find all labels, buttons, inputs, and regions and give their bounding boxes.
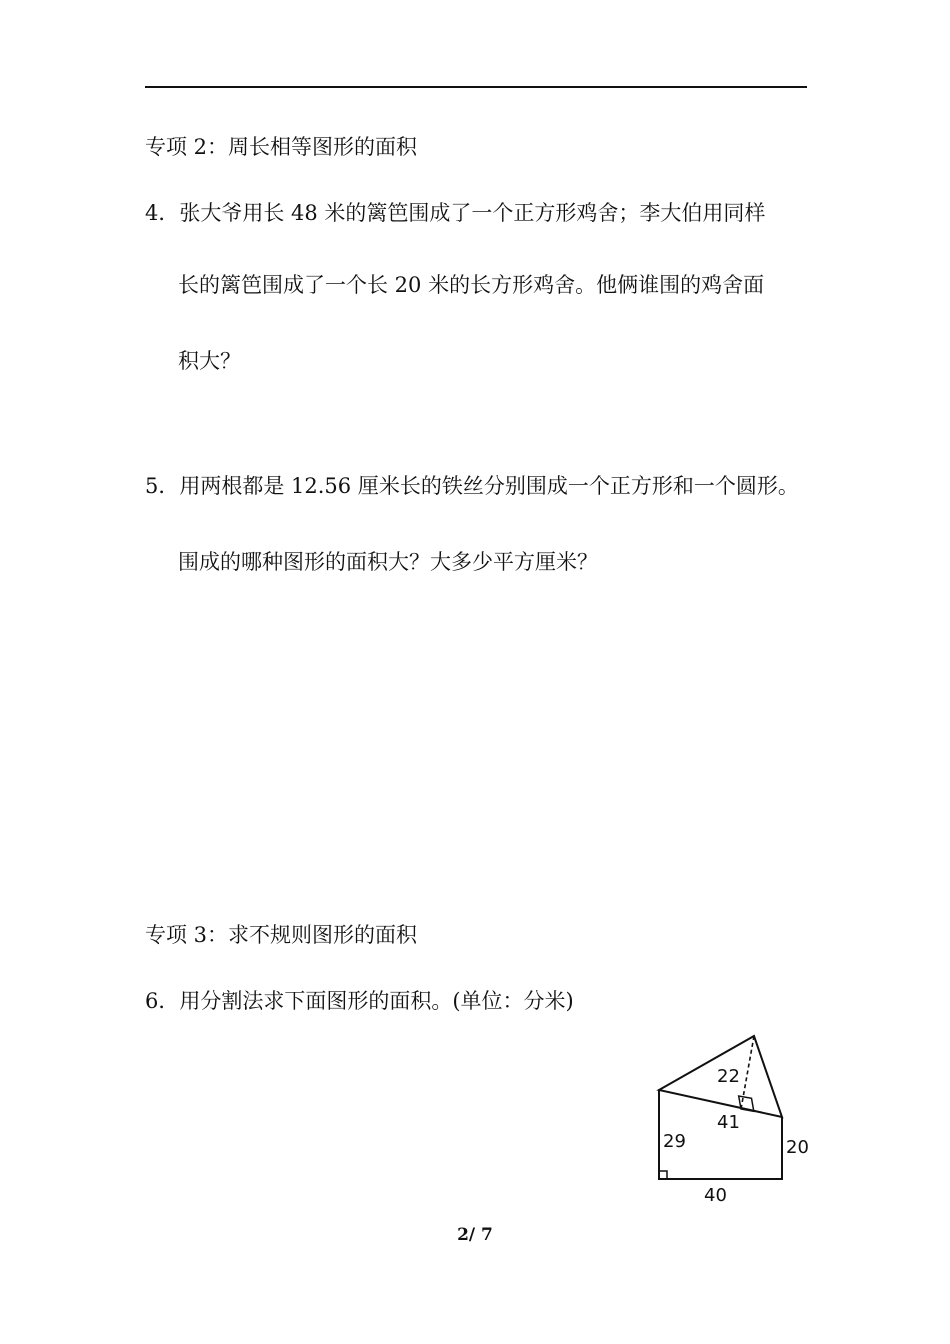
question-5-line-2: 围成的哪种图形的面积大？大多少平方厘米？	[178, 550, 598, 574]
question-4-line-3: 积大？	[178, 349, 241, 373]
question-5-line-1: 5．用两根都是 12.56 厘米长的铁丝分别围成一个正方形和一个圆形。	[145, 474, 799, 498]
label-40: 40	[704, 1185, 727, 1206]
figure-svg	[640, 1025, 830, 1215]
header-rule	[145, 86, 807, 88]
question-6-line-1: 6．用分割法求下面图形的面积。(单位：分米)	[145, 989, 574, 1013]
section-heading-3: 专项 3：求不规则图形的面积	[145, 923, 418, 947]
label-22: 22	[717, 1066, 740, 1087]
section-heading-2: 专项 2：周长相等图形的面积	[145, 135, 418, 159]
page-number: 2/ 7	[457, 1225, 493, 1245]
question-4-line-2: 长的篱笆围成了一个长 20 米的长方形鸡舍。他俩谁围的鸡舍面	[178, 273, 765, 297]
label-29: 29	[663, 1131, 686, 1152]
question-4-line-1: 4．张大爷用长 48 米的篱笆围成了一个正方形鸡舍；李大伯用同样	[145, 201, 766, 225]
label-20: 20	[786, 1137, 809, 1158]
right-angle-mark-bottom	[659, 1171, 667, 1179]
composite-shape-figure	[640, 1025, 830, 1219]
label-41: 41	[717, 1112, 740, 1133]
